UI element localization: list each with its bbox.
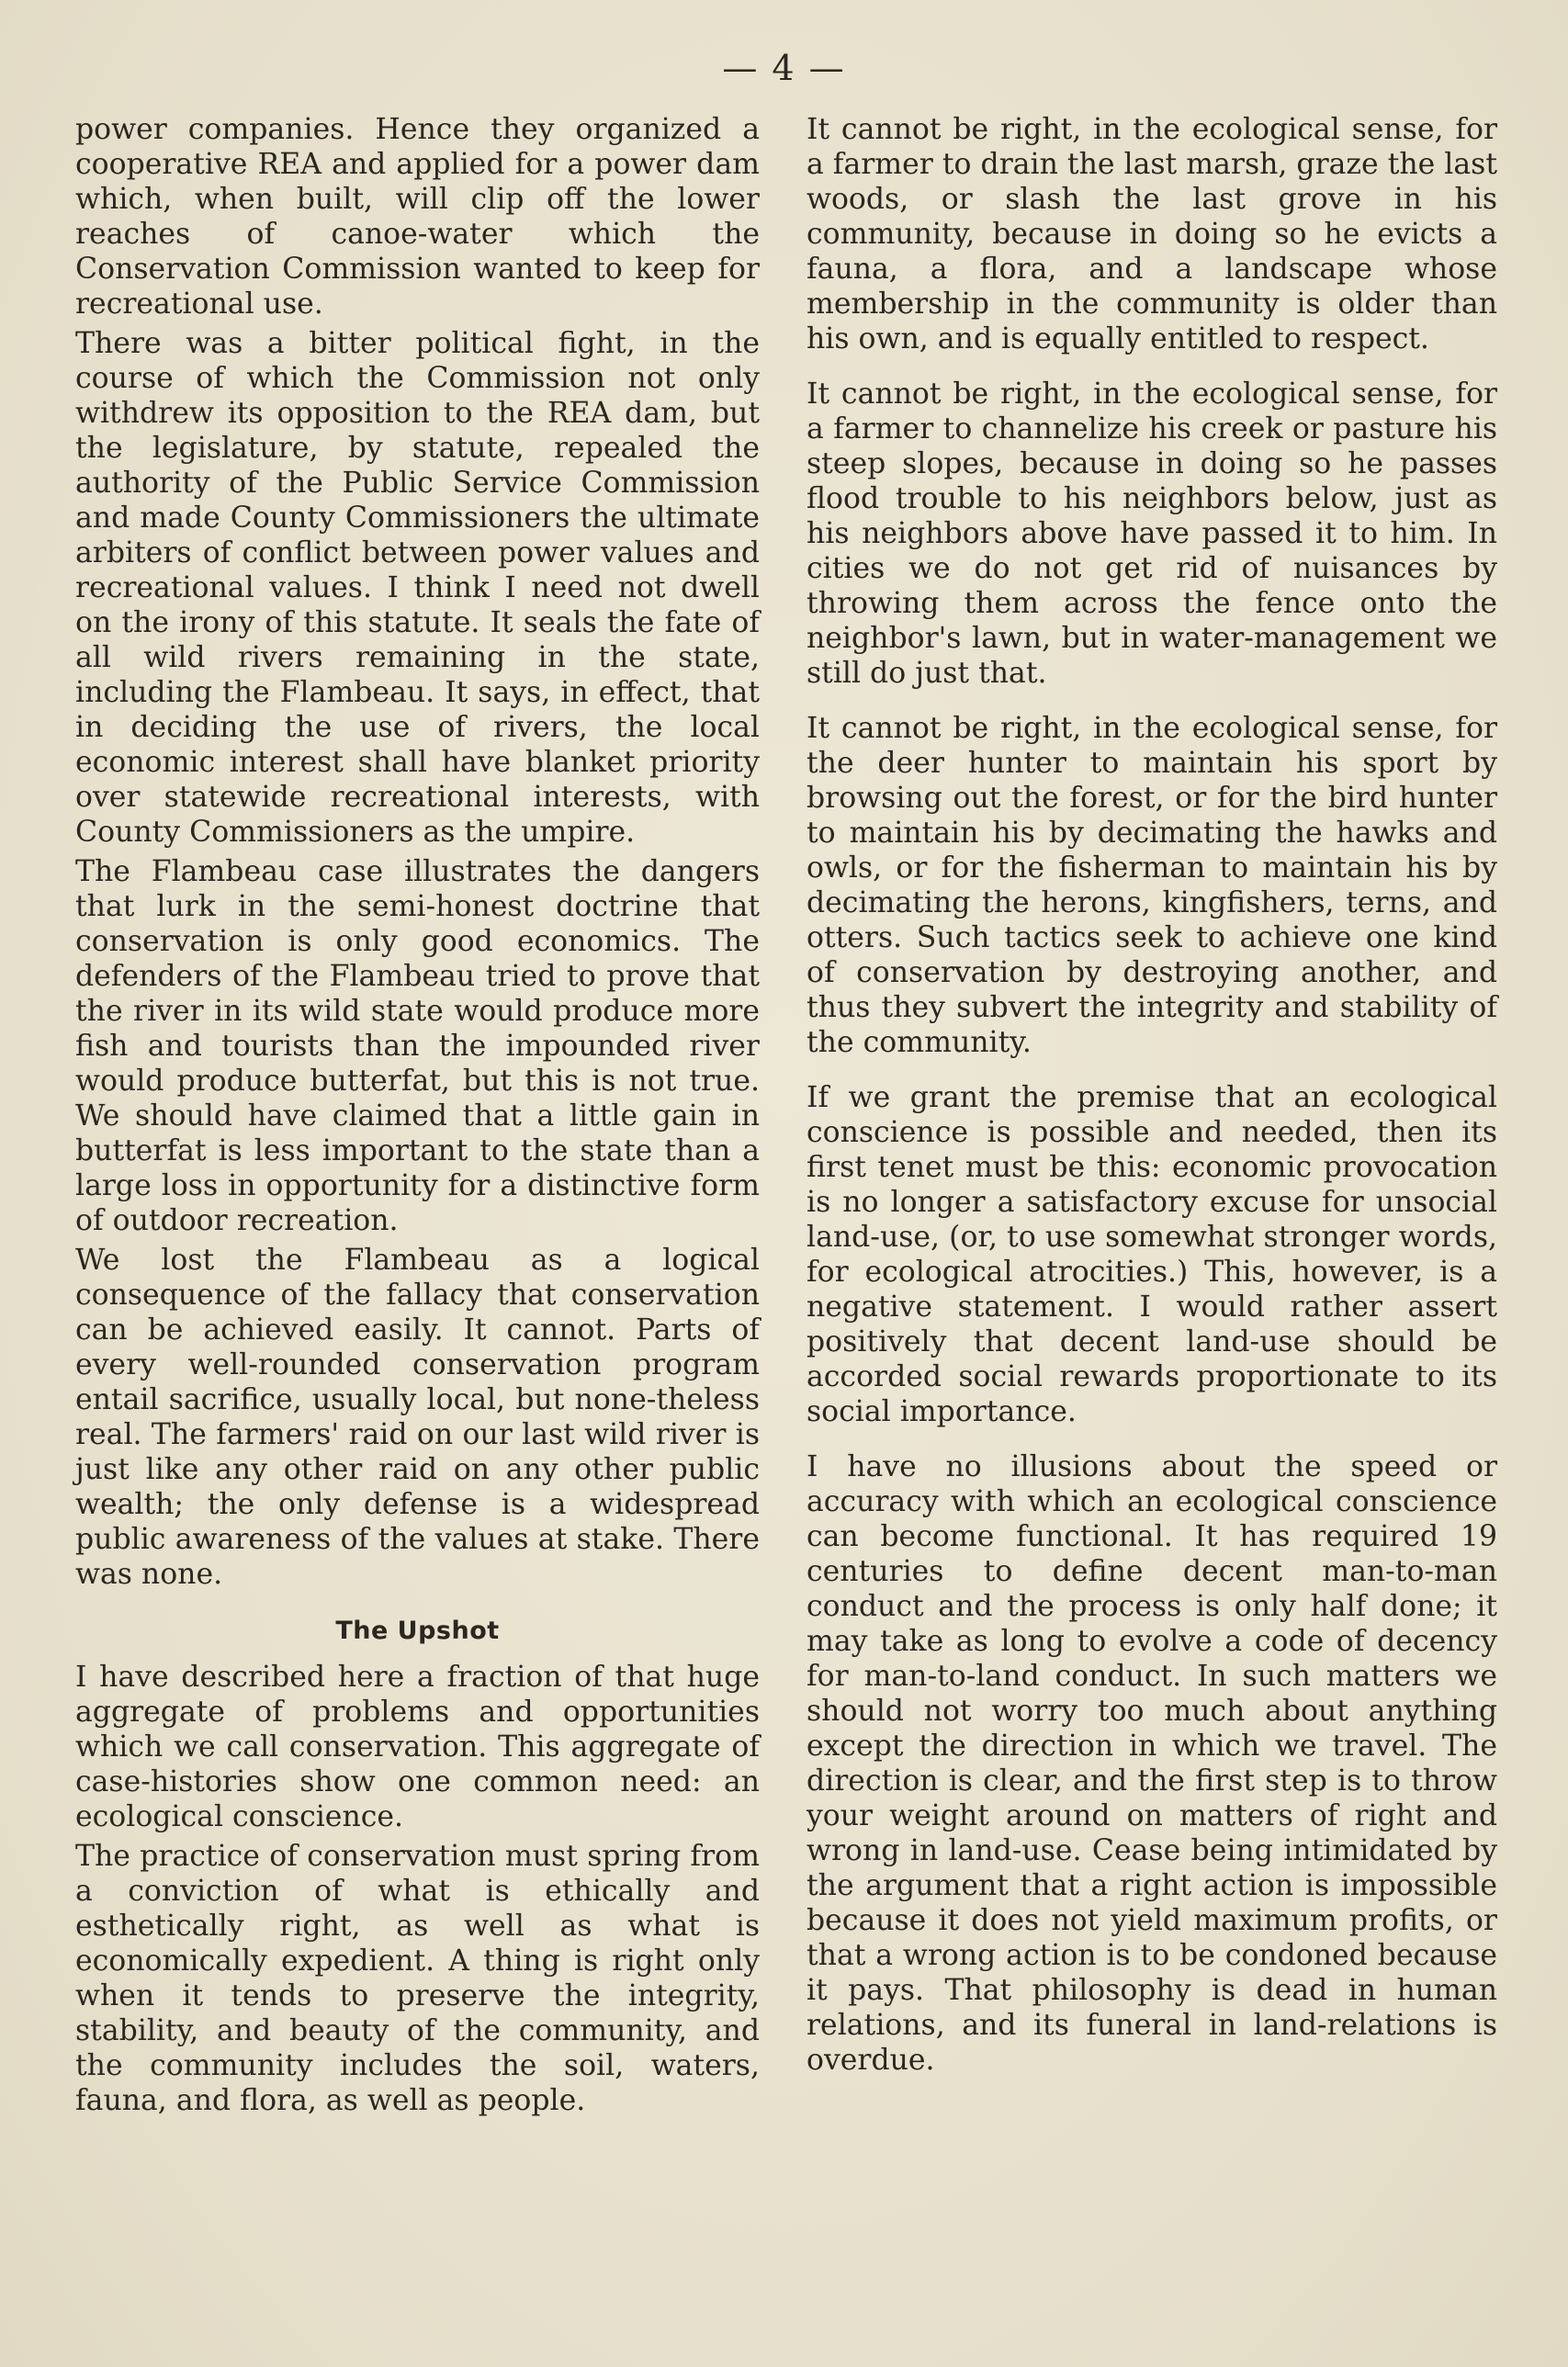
left-column [75, 112, 760, 2123]
left-paragraph-1: power companies. Hence they organized a cooperative REA and applied for a power dam which, when built, will clip off the lower reaches of canoe-water which the Conservation Commission wanted to keep for recreational use. [75, 113, 760, 321]
right-column [807, 112, 1497, 2098]
left-section-paragraph-1: I have described here a fraction of that huge aggregate of problems and opportunities which we call conservation. This aggregate of case-histories show one common need: an ecological conscience. [75, 1661, 760, 1833]
left-paragraph-4: We lost the Flambeau as a logical consequence of the fallacy that conservation can be achieved easily. It cannot. Parts of every well-rounded conservation program entail sacrifice, usually local, but none-theless real. The farmers' raid on our last wild river is just like any other raid on any other public wealth; the only defense is a widespread public awareness of the values at stake. There was none. [75, 1244, 760, 1591]
right-paragraph-3: It cannot be right, in the ecological sense, for the deer hunter to maintain his sport by browsing out the forest, or for the bird hunter to maintain his by decimating the hawks and owls, or for the fisherman to maintain his by decimating the herons, kingfishers, terns, and otters. Such tactics seek to achieve one kind of conservation by destroying another, and thus they subvert the integrity and stability of the community. [807, 712, 1497, 1059]
left-paragraph-3: The Flambeau case illustrates the dangers that lurk in the semi-honest doctrine that conservation is only good economics. The defenders of the Flambeau tried to prove that the river in its wild state would produce more fish and tourists than the impounded river would produce butterfat, but this is not true. We should have claimed that a little gain in butterfat is less important to the state than a large loss in opportunity for a distinctive form of outdoor recreation. [75, 855, 760, 1237]
section-heading-upshot: The Upshot [335, 1617, 500, 1645]
right-paragraph-5: I have no illusions about the speed or accuracy with which an ecological conscience can become functional. It has required 19 centuries to define decent man-to-man conduct and the process is only half done; it may take as long to evolve a code of decency for man-to-land conduct. In such matters we should not worry too much about anything except the direction in which we travel. The direction is clear, and the first step is to throw your weight around on matters of right and wrong in land-use. Cease being intimidated by the argument that a right action is impossible because it does not yield maximum profits, or that a wrong action is to be condoned because it pays. That philosophy is dead in human relations, and its funeral in land-relations is overdue. [807, 1450, 1497, 2077]
right-paragraph-2: It cannot be right, in the ecological sense, for a farmer to channelize his creek or pasture his steep slopes, because in doing so he passes flood trouble to his neighbors below, just as his neighbors above have passed it to him. In cities we do not get rid of nuisances by throwing them across the fence onto the neighbor's lawn, but in water-management we still do just that. [807, 378, 1497, 690]
page-number: — 4 — [722, 48, 846, 88]
right-paragraph-1: It cannot be right, in the ecological sense, for a farmer to drain the last marsh, graze the last woods, or slash the last grove in his community, because in doing so he evicts a fauna, a flora, and a landscape whose membership in the community is older than his own, and is equally entitled to respect. [807, 113, 1497, 355]
left-paragraph-2: There was a bitter political fight, in the course of which the Commission not only withdrew its opposition to the REA dam, but the legislature, by statute, repealed the authority of the Public Service Commission and made County Commissioners the ultimate arbiters of conflict between power values and recreational values. I think I need not dwell on the irony of this statute. It seals the fate of all wild rivers remaining in the state, including the Flambeau. It says, in effect, that in deciding the use of rivers, the local economic interest shall have blanket priority over statewide recreational interests, with County Commissioners as the umpire. [75, 327, 760, 849]
right-paragraph-4: If we grant the premise that an ecological conscience is possible and needed, then its first tenet must be this: economic provocation is no longer a satisfactory excuse for unsocial land-use, (or, to use somewhat stronger words, for ecological atrocities.) This, however, is a negative statement. I would rather assert positively that decent land-use should be accorded social rewards proportionate to its social importance. [807, 1081, 1497, 1428]
left-section-paragraph-2: The practice of conservation must spring from a conviction of what is ethically and esthetically right, as well as what is economically expedient. A thing is right only when it tends to preserve the integrity, stability, and beauty of the community, and the community includes the soil, waters, fauna, and flora, as well as people. [75, 1840, 760, 2117]
